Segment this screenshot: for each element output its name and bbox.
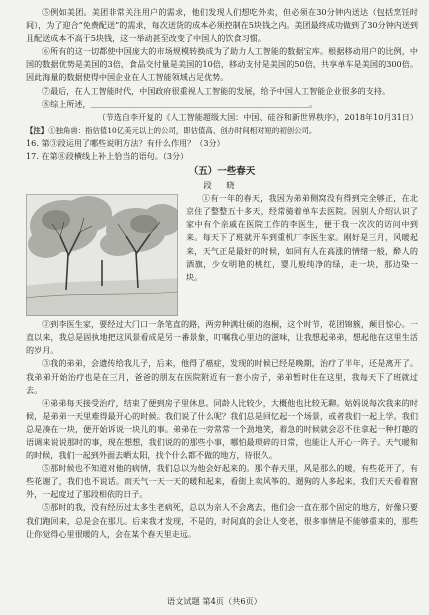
story-paragraph-5: ⑤那时候也不知道对他的病情，我们总以为他会好起来的。那个春天里，风是那么的暖，有些花开了，有些花谢了，我们也不说话。而天气一天一天的暖和起来，看街上卖风筝的、遛狗的人多起来，我们天天看着窗外，一起度过了那段相依的日子。 — [26, 463, 418, 500]
story-paragraph-6: ⑤那时的我，没有经历过太多生老病死，总以为亲人不会离去，他们会一直在那个固定的地方，好像只要我们跑回来，总是会在那儿。后来我才发现，不是的，时间真的会让人变老，很多事情是不能够重来的，那些让你觉得心里很暖的人，会在某个春天里走远。 — [26, 502, 418, 539]
paragraph-6: ⑥所有的这一切都使中国庞大的市场规模转换成为了助力人工智能的数据宝库。根据移动用户的比例，中国的数据优势是美国的3倍，食品交付量是美国的10倍，移动支付是美国的50倍，共享单车是美国的300倍。因此海量的数据使得中国企业在人工智能领域占足优势。 — [26, 46, 418, 83]
source-citation: （节选自李开复的《人工智能超级大国：中国、硅谷和新世界秩序》，2018年10月31日） — [97, 111, 418, 122]
note-text: ①独角兽：指估值10亿美元以上的公司，即估值高、创办时间相对短的初创公司。 — [48, 125, 317, 135]
spring-trees-illustration — [26, 194, 178, 316]
story-paragraph-2: ②到李医生家，要经过大门口一条笔直的路，两旁种满壮硕的泡桐，这个时节，花团锦簇，颠目惊心。一直以来，我总是固执地把这风景看成是另一番景象，叮嘱我心里边的滋味，让我想起弟弟，想起他在这里生活的岁月。 — [26, 319, 418, 356]
page-footer: 语文试题 第4页（共6页） — [167, 596, 262, 606]
story-paragraph-4: ④弟弟每天接受治疗，结束了便到房子里休息。同龄人比较少，大概他也比较无聊。姑妈说每次我来的时候，是弟弟一天里难得最开心的时候。我们说了什么呢？我们总是回忆起一个场景，或者我们一起上学。我们总是凑在一块，便开始诉说一块儿的事。弟弟在一旁常常一个劲地笑，着急的时候就会忍不住拿起一种打趣的语调来说说那时的事，现在想想，我们说的的那些小事，哪怕最琐碎的日常，也能让人开心一阵子。天气暖和的时候，我们一起到外面去晒太阳，找个什么都不做的地方，待很久。 — [26, 397, 418, 461]
section-title: （五）一些春天 — [188, 166, 256, 178]
paragraph-5: ⑤例如美团。美团非常关注用户的需求，他们发现人们想吃外卖，但必须在30分钟内送达（包括烹饪时间），为了迎合“免费配送”的需求，每次送货的成本必须控制在5块钱之内。美团最终成功做到了30分钟内送到且配送成本不高于5块钱，这一举动甚至改变了中国人的饮食习惯。 — [26, 7, 418, 44]
story-paragraph-1: ①有一年的春天，我因为弟弟侧窝没有得到完全够正，在北京住了整整五十多天，经常骑着单车去医院。因别人介绍认识了家中有个亲戚在医院工作的李医生，便于我一次次的访问中到来。每天下了班就开车到重机厂李医生家。刚好是三月，风暖起来，天气正是最好的时候，如同有人在高涨的情绪一般，酔人的酒旗，少女明艳的桃红，婴儿般纯净的绿，走一块，那边染一块。 — [186, 193, 418, 282]
paragraph-8: ⑧综上所述，＿＿＿＿＿＿＿＿＿＿＿＿＿＿＿＿＿＿＿＿＿＿＿＿＿＿＿。 — [42, 98, 318, 109]
story-paragraph-3: ③我的弟弟，会遗传给我儿子，后来，他得了癌症，发现的时候已经是晚期，治疗了半年，还是离开了。我弟弟开始治疗也是在三月，爸爸的朋友在医院附近有一套小房子，弟弟暂时住在这里，我每天下了班就过去。 — [26, 358, 418, 395]
question-17: 17. 在第⑧段横线上补上恰当的语句。（3分） — [26, 151, 189, 162]
annotation-note — [26, 124, 418, 137]
question-16: 16. 第③段运用了哪些说明方法？有什么作用？（3分） — [26, 137, 225, 148]
author-name: 段 晓 — [203, 180, 241, 191]
paragraph-7: ⑦最后，在人工智能时代，中国政府很重视人工智能的发展，给予中国人工智能企业很多的支持。 — [42, 85, 391, 96]
illustration-drawing — [26, 194, 178, 316]
page-body — [26, 6, 418, 541]
note-label: 【注】 — [26, 125, 49, 135]
